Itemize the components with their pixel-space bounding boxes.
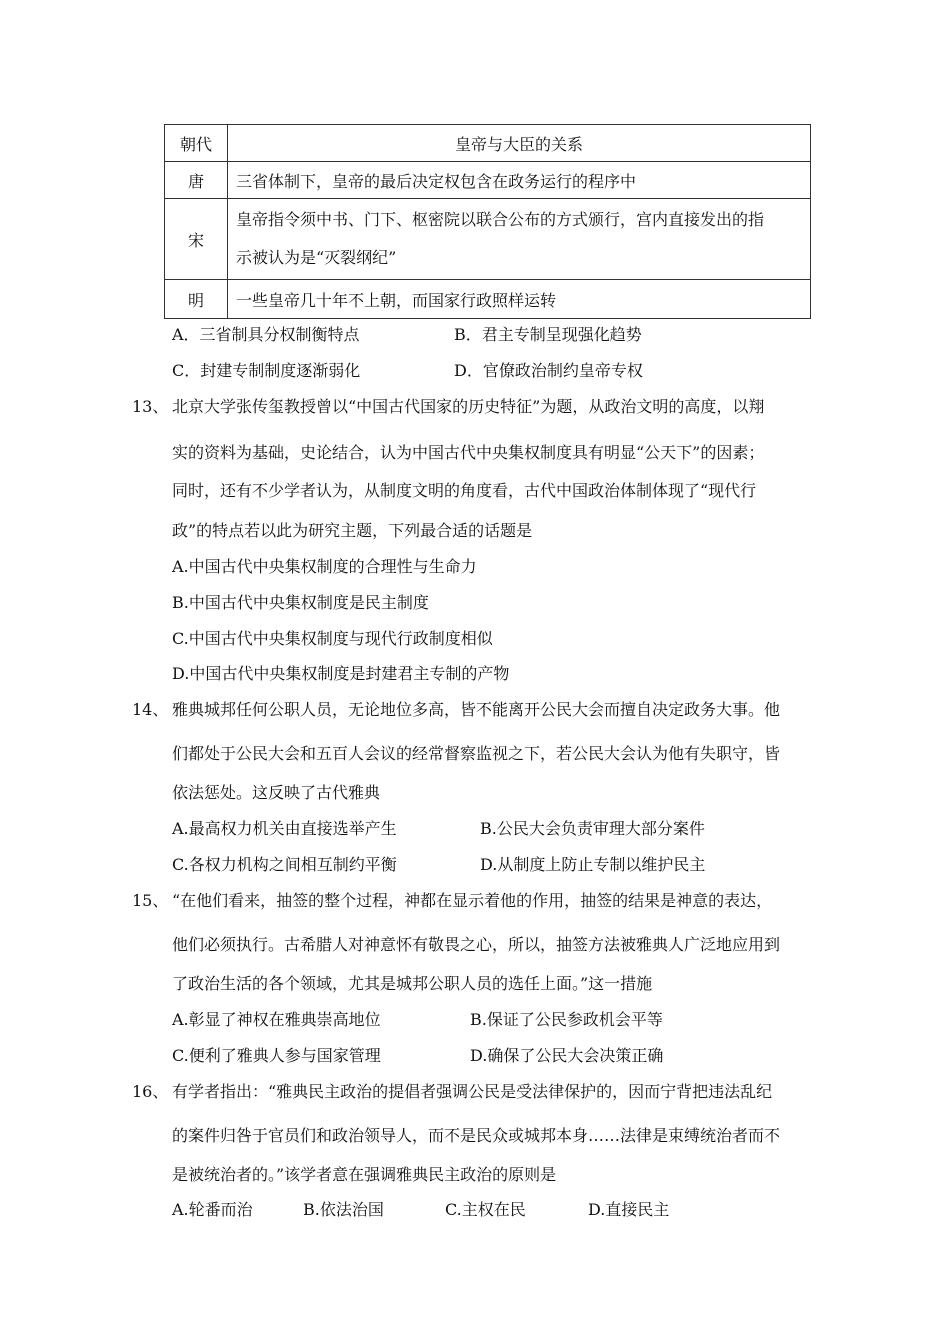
q12-option-a: A．三省制具分权制衡特点 bbox=[172, 325, 360, 344]
relation-line: 皇帝指令须中书、门下、枢密院以联合公布的方式颁行，宫内直接发出的指 bbox=[236, 210, 765, 229]
dynasty-cell: 宋 bbox=[165, 199, 228, 280]
q13-option-a: A.中国古代中央集权制度的合理性与生命力 bbox=[172, 557, 477, 576]
q12-option-b: B．君主专制呈现强化趋势 bbox=[454, 325, 642, 344]
q13-stem-line: 同时，还有不少学者认为，从制度文明的角度看，古代中国政治体制体现了“现代行 bbox=[172, 481, 757, 500]
dynasty-cell: 明 bbox=[165, 280, 228, 319]
q14-number: 14、 bbox=[132, 700, 169, 719]
q13-option-c: C.中国古代中央集权制度与现代行政制度相似 bbox=[172, 629, 493, 648]
q16-option-d: D.直接民主 bbox=[588, 1200, 670, 1219]
table-row bbox=[165, 199, 811, 280]
dynasty-cell: 唐 bbox=[165, 162, 228, 199]
q14-option-d: D.从制度上防止专制以维护民主 bbox=[480, 855, 706, 874]
q12-option-c: C．封建专制制度逐渐弱化 bbox=[172, 361, 361, 380]
q15-option-c: C.便利了雅典人参与国家管理 bbox=[172, 1046, 381, 1065]
q15-stem-line: 他们必须执行。古希腊人对神意怀有敬畏之心，所以，抽签方法被雅典人广泛地应用到 bbox=[172, 935, 781, 954]
table-row bbox=[165, 280, 811, 319]
q13-number: 13、 bbox=[132, 397, 169, 416]
header-relation: 皇帝与大臣的关系 bbox=[228, 125, 811, 162]
table-header-row bbox=[165, 125, 811, 162]
relation-cell bbox=[228, 199, 811, 280]
q16-option-a: A.轮番而治 bbox=[172, 1200, 253, 1219]
q14-option-c: C.各权力机构之间相互制约平衡 bbox=[172, 855, 397, 874]
q15-stem-line: “在他们看来，抽签的整个过程，神都在显示着他的作用，抽签的结果是神意的表达， bbox=[172, 891, 773, 910]
q13-stem-line: 北京大学张传玺教授曾以“中国古代国家的历史特征”为题，从政治文明的高度，以翔 bbox=[172, 397, 765, 416]
q15-number: 15、 bbox=[132, 891, 169, 910]
q16-stem-line: 是被统治者的。”该学者意在强调雅典民主政治的原则是 bbox=[172, 1165, 557, 1184]
q13-stem-line: 实的资料为基础，史论结合，认为中国古代中央集权制度具有明显“公天下”的因素； bbox=[172, 443, 765, 462]
q16-stem-line: 的案件归咎于官员们和政治领导人，而不是民众或城邦本身……法律是束缚统治者而不 bbox=[172, 1126, 781, 1145]
q15-option-b: B.保证了公民参政机会平等 bbox=[470, 1010, 663, 1029]
q14-stem-line: 依法惩处。这反映了古代雅典 bbox=[172, 783, 381, 802]
q13-option-d: D.中国古代中央集权制度是封建君主专制的产物 bbox=[172, 664, 510, 683]
q16-option-c: C.主权在民 bbox=[445, 1200, 526, 1219]
q15-option-a: A.彰显了神权在雅典崇高地位 bbox=[172, 1010, 381, 1029]
q15-option-d: D.确保了公民大会决策正确 bbox=[470, 1046, 664, 1065]
q14-option-b: B.公民大会负责审理大部分案件 bbox=[480, 819, 705, 838]
relation-cell: 三省体制下，皇帝的最后决定权包含在政务运行的程序中 bbox=[228, 162, 811, 199]
emperor-minister-table bbox=[164, 124, 811, 319]
q14-stem-line: 雅典城邦任何公职人员，无论地位多高，皆不能离开公民大会而擅自决定政务大事。他 bbox=[172, 700, 781, 719]
q15-stem-line: 了政治生活的各个领域，尤其是城邦公职人员的选任上面。”这一措施 bbox=[172, 974, 653, 993]
q13-stem-line: 政”的特点若以此为研究主题，下列最合适的话题是 bbox=[172, 521, 533, 540]
q12-option-d: D．官僚政治制约皇帝专权 bbox=[454, 361, 643, 380]
q14-option-a: A.最高权力机关由直接选举产生 bbox=[172, 819, 397, 838]
header-dynasty: 朝代 bbox=[165, 125, 228, 162]
relation-line: 示被认为是“灭裂纲纪” bbox=[236, 248, 397, 267]
q16-number: 16、 bbox=[132, 1082, 169, 1101]
q16-stem-line: 有学者指出：“雅典民主政治的提倡者强调公民是受法律保护的，因而宁背把违法乱纪 bbox=[172, 1082, 773, 1101]
q13-option-b: B.中国古代中央集权制度是民主制度 bbox=[172, 593, 429, 612]
q16-option-b: B.依法治国 bbox=[303, 1200, 384, 1219]
relation-cell: 一些皇帝几十年不上朝，而国家行政照样运转 bbox=[228, 280, 811, 319]
q14-stem-line: 们都处于公民大会和五百人会议的经常督察监视之下，若公民大会认为他有失职守，皆 bbox=[172, 744, 781, 763]
table-row bbox=[165, 162, 811, 199]
